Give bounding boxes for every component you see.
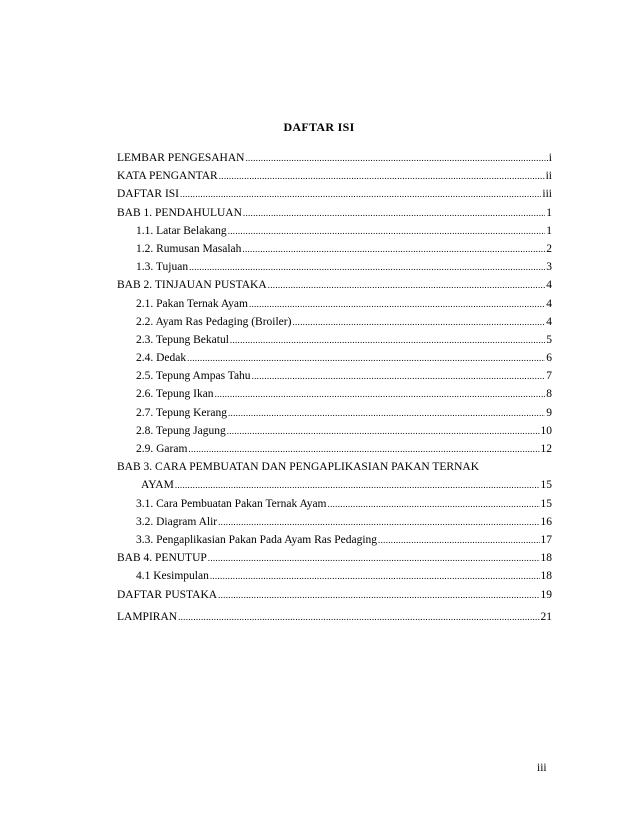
toc-entry bbox=[117, 149, 552, 167]
toc-entry bbox=[117, 367, 552, 385]
toc-dot-leader bbox=[208, 549, 540, 567]
toc-dot-leader bbox=[228, 222, 546, 240]
toc-dot-leader bbox=[187, 349, 545, 367]
toc-entry-page: 3 bbox=[546, 261, 552, 274]
toc-entry-title: LAMPIRAN bbox=[117, 610, 178, 623]
toc-entry bbox=[117, 422, 552, 440]
toc-entry-page: 17 bbox=[540, 533, 552, 546]
toc-entry bbox=[117, 567, 552, 585]
toc-entry bbox=[117, 476, 552, 494]
toc-entry bbox=[117, 295, 552, 313]
toc-entry-page: 2 bbox=[546, 242, 552, 255]
toc-entry-page: 6 bbox=[546, 352, 552, 365]
toc-entry-page: 4 bbox=[546, 315, 552, 328]
toc-entry-title: 1.2. Rumusan Masalah bbox=[136, 242, 242, 255]
toc-entry bbox=[117, 586, 552, 604]
toc-dot-leader bbox=[189, 258, 545, 276]
toc-entry-title: 1.3. Tujuan bbox=[136, 261, 189, 274]
toc-entry-title: 2.6. Tepung Ikan bbox=[136, 388, 214, 401]
toc-dot-leader bbox=[227, 422, 540, 440]
toc-entry-page: 1 bbox=[546, 224, 552, 237]
toc-entry-page: 18 bbox=[540, 570, 552, 583]
toc-entry bbox=[117, 513, 552, 531]
table-of-contents bbox=[117, 149, 552, 626]
toc-entry bbox=[117, 167, 552, 185]
toc-entry-title: 1.1. Latar Belakang bbox=[136, 224, 227, 237]
toc-entry bbox=[117, 204, 552, 222]
toc-entry bbox=[117, 458, 552, 476]
toc-entry-title: 2.8. Tepung Jagung bbox=[136, 424, 226, 437]
toc-entry bbox=[117, 313, 552, 331]
toc-entry-page: 9 bbox=[546, 406, 552, 419]
toc-entry-title: KATA PENGANTAR bbox=[117, 170, 218, 183]
toc-entry-page: 16 bbox=[540, 515, 552, 528]
toc-dot-leader bbox=[378, 531, 539, 549]
toc-entry-title: 2.5. Tepung Ampas Tahu bbox=[136, 370, 251, 383]
toc-entry-title: 2.4. Dedak bbox=[136, 352, 187, 365]
toc-entry-title: 2.1. Pakan Ternak Ayam bbox=[136, 297, 248, 310]
toc-dot-leader bbox=[228, 404, 545, 422]
toc-entry-page: 19 bbox=[540, 588, 552, 601]
toc-entry-title: 4.1 Kesimpulan bbox=[136, 570, 209, 583]
toc-entry-title: 2.3. Tepung Bekatul bbox=[136, 333, 229, 346]
toc-entry bbox=[117, 385, 552, 403]
toc-dot-leader bbox=[249, 295, 545, 313]
toc-entry bbox=[117, 549, 552, 567]
toc-entry-title: BAB 1. PENDAHULUAN bbox=[117, 206, 242, 219]
toc-entry bbox=[117, 185, 552, 203]
toc-entry-title: BAB 3. CARA PEMBUATAN DAN PENGAPLIKASIAN PAKAN TERNAK bbox=[117, 461, 480, 474]
toc-dot-leader bbox=[218, 586, 539, 604]
toc-entry-page: 1 bbox=[546, 206, 552, 219]
toc-entry-page: iii bbox=[542, 188, 552, 201]
toc-entry-title: 3.3. Pengaplikasian Pakan Pada Ayam Ras Pedaging bbox=[136, 533, 378, 546]
toc-entry bbox=[117, 222, 552, 240]
toc-entry-page: 7 bbox=[546, 370, 552, 383]
toc-dot-leader bbox=[243, 204, 545, 222]
toc-entry bbox=[117, 404, 552, 422]
toc-entry bbox=[117, 495, 552, 513]
toc-dot-leader bbox=[268, 276, 546, 294]
toc-entry-title: DAFTAR PUSTAKA bbox=[117, 588, 218, 601]
toc-entry-page: 12 bbox=[540, 443, 552, 455]
toc-dot-leader bbox=[292, 313, 545, 331]
toc-entry bbox=[117, 531, 552, 549]
toc-entry-page: 8 bbox=[546, 388, 552, 401]
toc-dot-leader bbox=[252, 367, 546, 385]
toc-entry-page: 10 bbox=[540, 424, 552, 437]
toc-dot-leader bbox=[210, 567, 540, 585]
toc-entry-title: AYAM bbox=[141, 479, 174, 492]
page-number: iii bbox=[537, 762, 547, 774]
toc-entry-page: 21 bbox=[540, 610, 552, 623]
page-title: DAFTAR ISI bbox=[283, 120, 355, 134]
toc-dot-leader bbox=[215, 385, 546, 403]
toc-entry-title: 2.7. Tepung Kerang bbox=[136, 406, 227, 419]
toc-dot-leader bbox=[245, 149, 547, 167]
toc-dot-leader bbox=[219, 167, 545, 185]
toc-entry-title: BAB 4. PENUTUP bbox=[117, 552, 207, 565]
toc-entry-title: DAFTAR ISI bbox=[117, 188, 180, 201]
toc-dot-leader bbox=[218, 513, 539, 531]
toc-entry-page: 4 bbox=[546, 279, 552, 292]
toc-dot-leader bbox=[180, 185, 541, 203]
toc-dot-leader bbox=[175, 476, 540, 494]
toc-entry bbox=[117, 440, 552, 458]
toc-entry bbox=[117, 258, 552, 276]
toc-entry bbox=[117, 240, 552, 258]
toc-entry-title: 3.1. Cara Pembuatan Pakan Ternak Ayam bbox=[136, 497, 327, 510]
toc-entry-page: 4 bbox=[546, 297, 552, 310]
toc-dot-leader bbox=[178, 608, 539, 626]
toc-dot-leader bbox=[188, 440, 539, 458]
toc-entry bbox=[117, 608, 552, 626]
toc-dot-leader bbox=[328, 495, 540, 513]
toc-entry bbox=[117, 331, 552, 349]
toc-entry-page: 15 bbox=[540, 479, 552, 492]
toc-dot-leader bbox=[242, 240, 545, 258]
toc-entry-page: ii bbox=[545, 170, 552, 183]
toc-entry bbox=[117, 276, 552, 294]
toc-entry-page: 5 bbox=[546, 333, 552, 346]
toc-entry-title: 3.2. Diagram Alir bbox=[136, 515, 218, 528]
toc-entry-page: i bbox=[548, 152, 552, 164]
toc-entry-title: LEMBAR PENGESAHAN bbox=[117, 152, 245, 164]
toc-entry-title: 2.2. Ayam Ras Pedaging (Broiler) bbox=[136, 315, 292, 328]
toc-entry-title: BAB 2. TINJAUAN PUSTAKA bbox=[117, 279, 267, 292]
toc-entry-title: 2.9. Garam bbox=[136, 443, 188, 455]
toc-entry bbox=[117, 349, 552, 367]
toc-entry-page: 18 bbox=[540, 552, 552, 565]
toc-entry-page: 15 bbox=[540, 497, 552, 510]
toc-dot-leader bbox=[230, 331, 545, 349]
